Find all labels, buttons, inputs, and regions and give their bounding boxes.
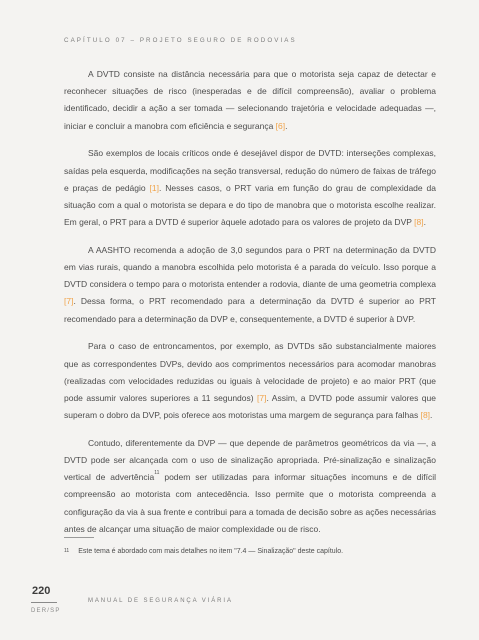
footer-book-title: MANUAL DE SEGURANÇA VIÁRIA <box>88 598 233 604</box>
running-header: CAPÍTULO 07 – PROJETO SEGURO DE RODOVIAS <box>64 37 297 44</box>
reference-link[interactable]: [8] <box>414 217 424 228</box>
footnote-marker[interactable]: 11 <box>154 470 160 477</box>
page-number: 220 <box>32 585 51 597</box>
footnote-number: 11 <box>64 548 70 554</box>
footnote-text: Este tema é abordado com mais detalhes no item "7.4 — Sinalização" deste capítulo. <box>78 548 344 555</box>
footer-divider <box>31 602 57 603</box>
reference-link[interactable]: [6] <box>275 120 286 131</box>
reference-link[interactable]: [7] <box>257 392 267 403</box>
paragraph-1: A DVTD consiste na distância necessária para que o motorista seja capaz de detectar e reconhecer situações de risco (inesperadas e de difícil compreensão), avaliar o problema identificado, decidir a ação a ser tomada — selecionando trajetória e velocidade adequadas —, iniciar e concluir a manobra com eficiência e segurança [6]. <box>64 69 436 131</box>
body-text <box>64 66 436 549</box>
reference-link[interactable]: [7] <box>64 296 74 307</box>
footnote-divider <box>64 537 94 538</box>
paragraph-2: São exemplos de locais críticos onde é desejável dispor de DVTD: interseções complexas, saídas pela esquerda, modificações na seção transversal, redução do número de faixas de tráfego e praças de pedágio [1]. Nesses casos, o PRT varia em função do grau de complexidade da situação com a qual o motorista se depara e do tipo de manobra que o motorista escolhe realizar. Em geral, o PRT para a DVTD é superior àquele adotado para os valores de projeto da DVP [8]. <box>64 148 436 228</box>
reference-link[interactable]: [8] <box>420 410 431 421</box>
paragraph-5: Contudo, diferentemente da DVP — que depende de parâmetros geométricos da via —, a DVTD pode ser alcançada com o uso de sinalização apropriada. Pré-sinalização e sinalização vertical de advertência$^{11}$ podem ser utilizadas para informar situações incomuns e de difícil compreensão ao motorista com antecedência. Isso permite que o motorista compreenda a configuração da via à sua frente e contribui para a tomada de decisão sobre as ações necessárias antes de alcançar uma situação de maior complexidade ou de risco. <box>64 437 437 534</box>
reference-link[interactable]: [1] <box>149 182 159 193</box>
paragraph-3: A AASHTO recomenda a adoção de 3,0 segundos para o PRT na determinação da DVTD em vias rurais, quando a manobra escolhida pelo motorista é a parada do veículo. Isso porque a DVTD considera o tempo para o motorista entender a rodovia, diante de uma geometria complexa [7]. Dessa forma, o PRT recomendado para a determinação da DVTD é superior ao PRT recomendado para a determinação da DVP e, consequentemente, a DVTD é superior à DVP. <box>64 244 436 324</box>
footnote <box>64 548 436 555</box>
paragraph-4: Para o caso de entroncamentos, por exemplo, as DVTDs são substancialmente maiores que as correspondentes DVPs, devido aos comprimentos necessários para acomodar manobras (realizadas com velocidades reduzidas ou iguais à velocidade de projeto) e ao maior PRT (que pode assumir valores superiores a 11 segundos) [7]. Assim, a DVTD pode assumir valores que superam o dobro da DVP, pois oferece aos motoristas uma margem de segurança para falhas [8]. <box>64 341 436 421</box>
footer-org: DER/SP <box>31 608 61 614</box>
